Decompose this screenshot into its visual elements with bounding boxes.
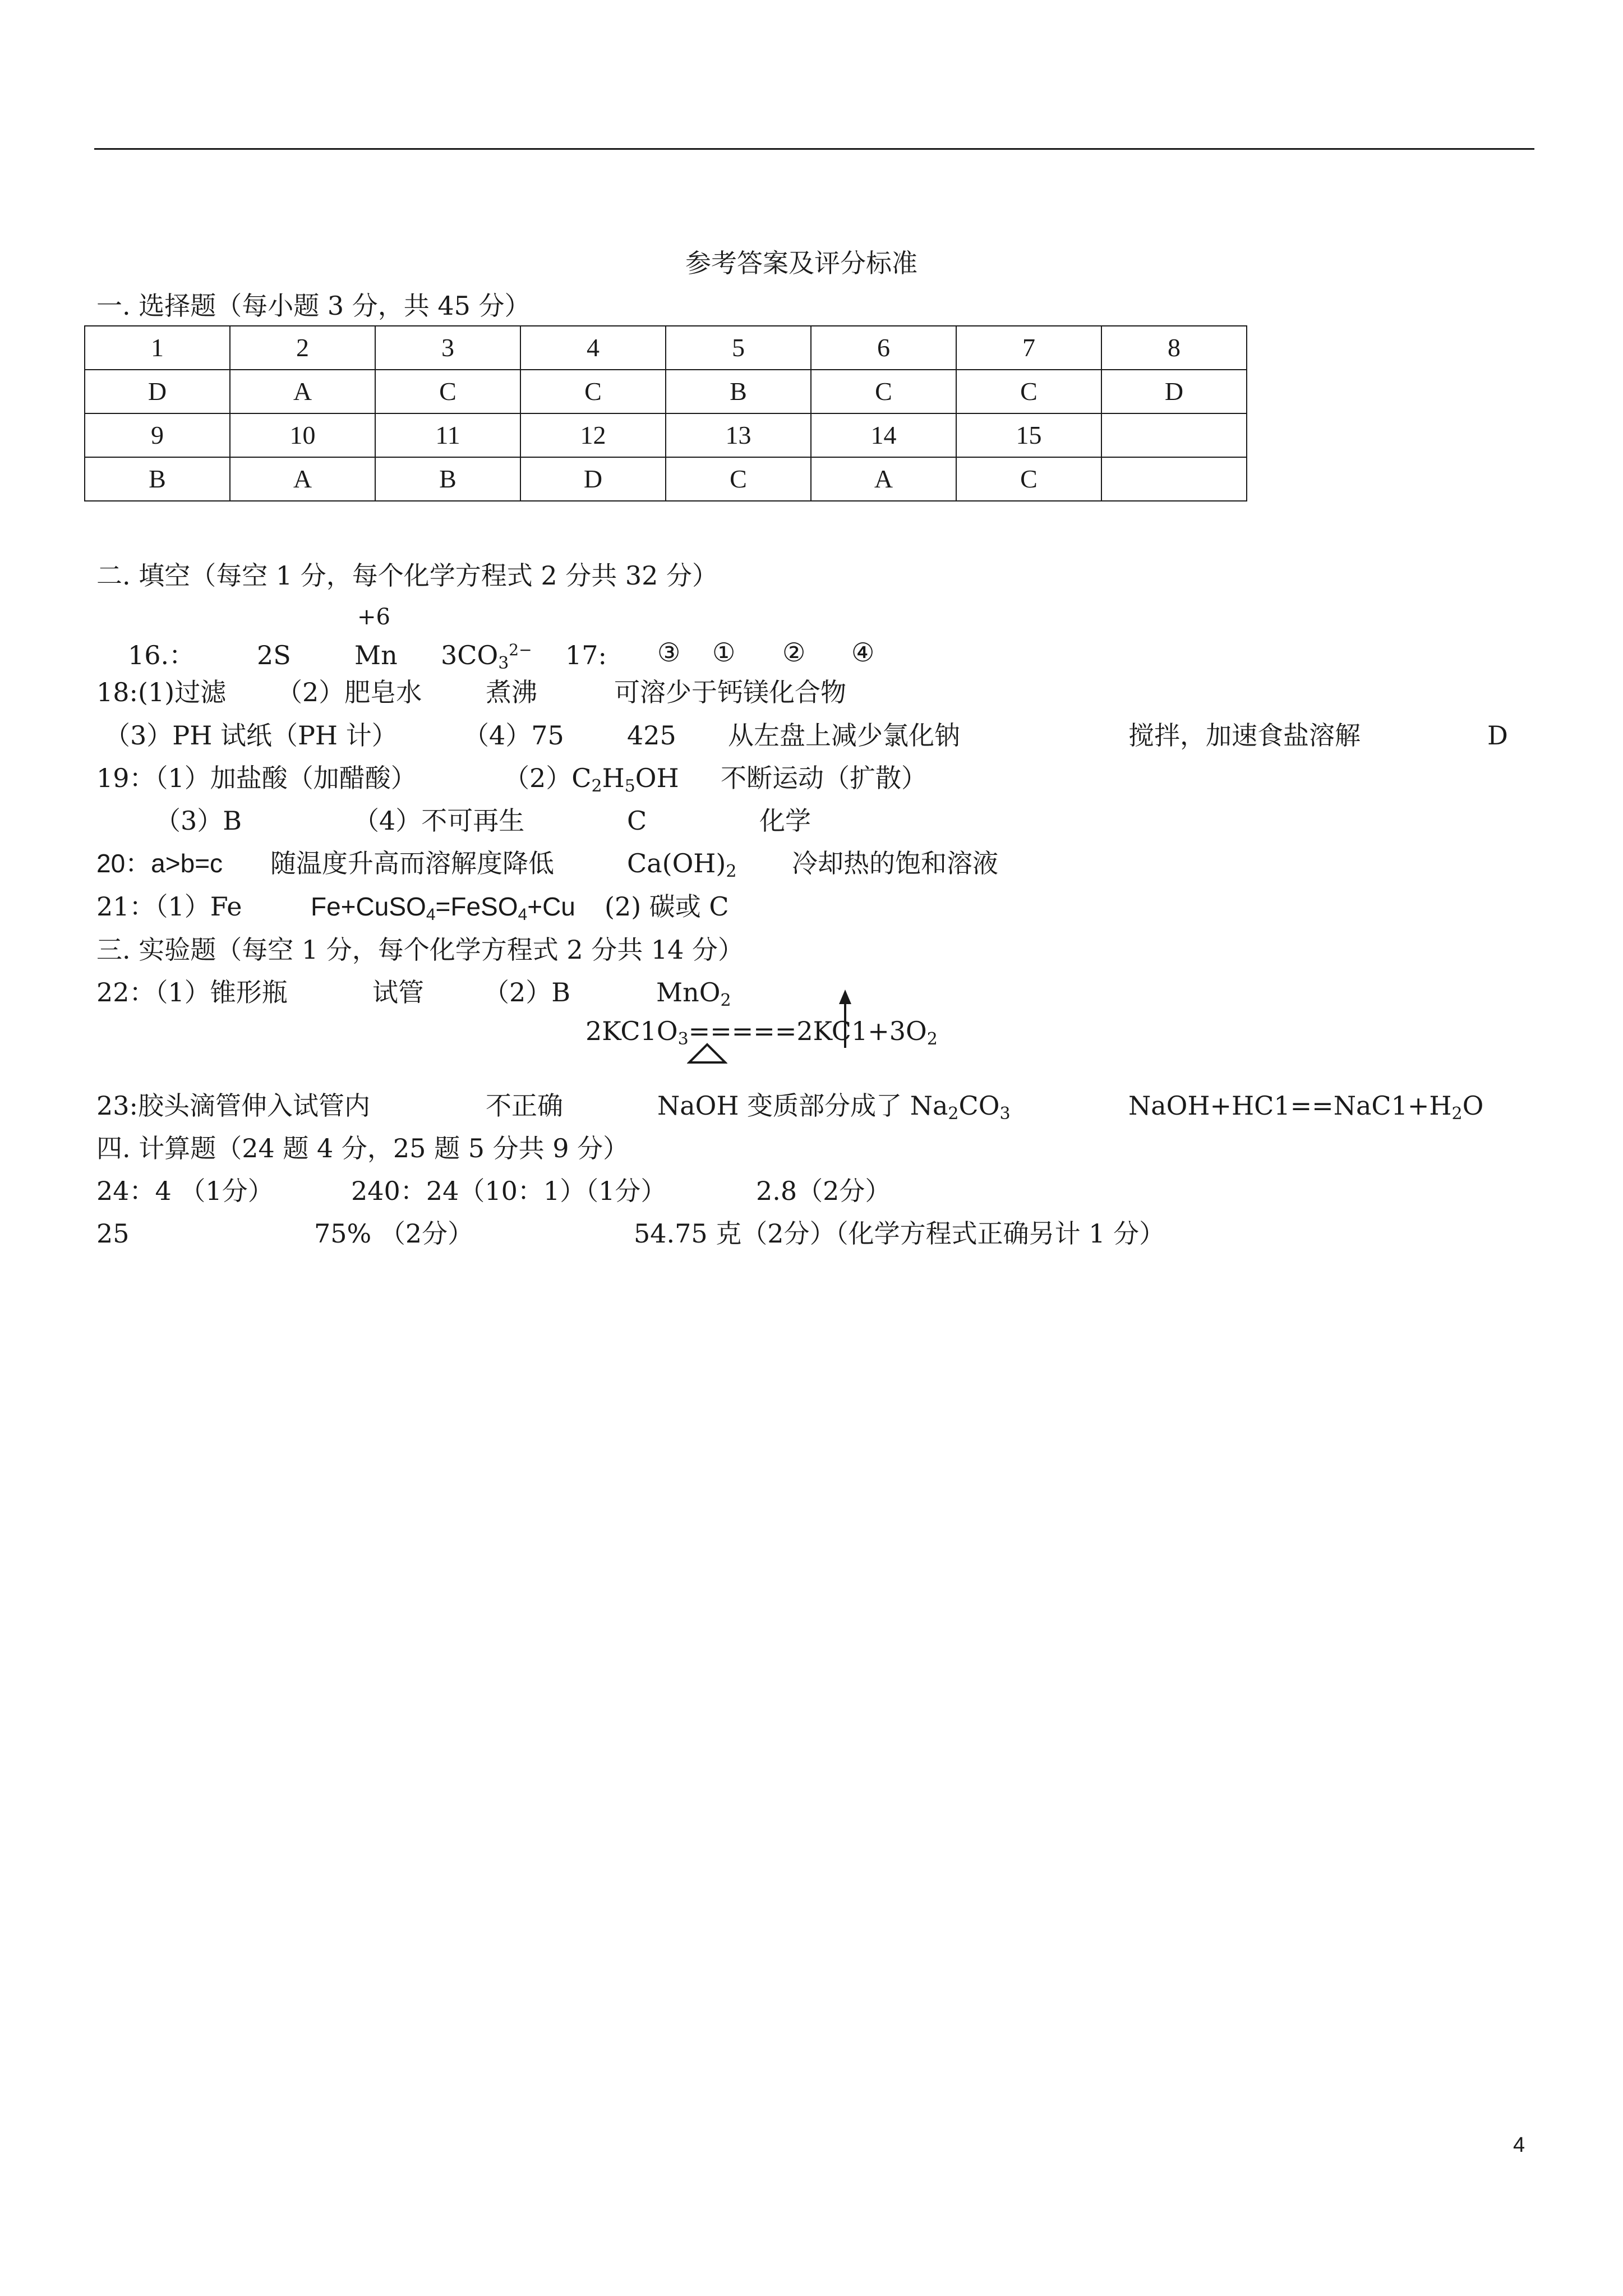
table-cell: 1 xyxy=(85,326,230,370)
table-cell: 4 xyxy=(520,326,666,370)
table-cell: C xyxy=(956,370,1101,413)
table-cell: B xyxy=(375,457,520,501)
q18-line2-c: 425 xyxy=(627,720,676,751)
gas-arrow-icon xyxy=(837,988,854,1049)
table-row xyxy=(85,370,1247,413)
q16-answer-2: Mn xyxy=(354,640,398,670)
q23-b: 不正确 xyxy=(486,1091,563,1121)
q17-label: 17: xyxy=(565,640,607,670)
q18-line2-e: 搅拌，加速食盐溶解 xyxy=(1128,720,1361,751)
section1-heading: 一. 选择题（每小题 3 分，共 45 分） xyxy=(96,291,531,321)
q18-line2-f: D xyxy=(1487,720,1508,751)
table-cell: 8 xyxy=(1101,326,1247,370)
table-cell: 13 xyxy=(666,413,811,457)
q24-a: 24：4 （1分） xyxy=(96,1176,274,1206)
page-number: 4 xyxy=(1513,2133,1525,2157)
q21-b: Fe+CuSO$_4$=FeSO$_4$+Cu xyxy=(311,892,575,924)
answer-table xyxy=(84,325,1247,501)
q20-d: 冷却热的饱和溶液 xyxy=(792,848,998,878)
q20-c: $Ca(OH)_2$ xyxy=(627,848,737,881)
q19-line1-a: 19：（1）加盐酸（加醋酸） xyxy=(96,763,417,793)
q18-line2-a: （3）PH 试纸（PH 计） xyxy=(104,720,398,751)
q21-c: (2) 碳或 C xyxy=(605,891,729,922)
table-cell: 6 xyxy=(811,326,956,370)
q22-b: 试管 xyxy=(372,977,424,1007)
q23-c: NaOH 变质部分成了 $Na_2CO_3$ xyxy=(657,1091,1011,1124)
q23-d: $NaOH+HC1==NaC1+H_2O$ xyxy=(1128,1091,1484,1124)
q18-line2-b: （4）75 xyxy=(463,720,564,751)
table-cell: A xyxy=(230,370,375,413)
table-cell: 2 xyxy=(230,326,375,370)
q18-line1-a: 18:(1)过滤 xyxy=(96,677,227,707)
q16-answer-1: 2S xyxy=(257,640,291,670)
table-cell: B xyxy=(666,370,811,413)
table-cell: 15 xyxy=(956,413,1101,457)
q17-answer-1: ③ xyxy=(657,637,681,668)
table-cell: C xyxy=(666,457,811,501)
heat-triangle-icon xyxy=(687,1042,727,1065)
table-cell xyxy=(1101,413,1247,457)
q17-answer-2: ① xyxy=(712,637,736,668)
table-cell xyxy=(1101,457,1247,501)
table-cell: 10 xyxy=(230,413,375,457)
q16-label: 16.： xyxy=(128,640,195,670)
q24-b: 240：24（10：1）（1分） xyxy=(351,1176,667,1206)
q22-catalyst: MnO$_2$ xyxy=(656,977,731,1010)
q22-c: （2）B xyxy=(483,977,571,1007)
q17-answer-3: ② xyxy=(782,637,806,668)
table-cell: 3 xyxy=(375,326,520,370)
table-cell: A xyxy=(230,457,375,501)
q22-a: 22：（1）锥形瓶 xyxy=(96,977,288,1007)
q17-answer-4: ④ xyxy=(851,637,875,668)
q25-a: 25 xyxy=(96,1218,130,1249)
table-cell: B xyxy=(85,457,230,501)
table-row xyxy=(85,457,1247,501)
section3-heading: 三. 实验题（每空 1 分，每个化学方程式 2 分共 14 分） xyxy=(96,935,744,965)
q19-line1-c: 不断运动（扩散） xyxy=(721,763,927,793)
q24-c: 2.8（2分） xyxy=(756,1176,891,1206)
table-cell: 14 xyxy=(811,413,956,457)
q21-a: 21：（1）Fe xyxy=(96,891,242,922)
page-title: 参考答案及评分标准 xyxy=(685,248,917,278)
q16-oxidation-state: +6 xyxy=(357,604,390,630)
table-cell: 5 xyxy=(666,326,811,370)
header-rule xyxy=(94,148,1534,150)
table-cell: C xyxy=(956,457,1101,501)
table-row xyxy=(85,326,1247,370)
q20-b: 随温度升高而溶解度降低 xyxy=(270,848,554,878)
q19-line2-d: 化学 xyxy=(759,806,811,836)
section4-heading: 四. 计算题（24 题 4 分，25 题 5 分共 9 分） xyxy=(96,1133,629,1163)
table-cell: D xyxy=(85,370,230,413)
table-cell: C xyxy=(375,370,520,413)
q22-equation: $2KC1O_3=====2KC1+3O_2$ xyxy=(585,1016,938,1049)
table-row xyxy=(85,413,1247,457)
table-cell: C xyxy=(520,370,666,413)
q16-answer-3: $3CO_3^{2-}$ xyxy=(441,640,532,673)
table-cell: 7 xyxy=(956,326,1101,370)
q19-line2-a: （3）B xyxy=(155,806,242,836)
q20-a: 20：a>b=c xyxy=(96,849,223,878)
section2-heading: 二. 填空（每空 1 分，每个化学方程式 2 分共 32 分） xyxy=(96,560,718,591)
q19-line2-c: C xyxy=(627,806,647,836)
q19-line1-b: $(2)C_2H_5OH$ xyxy=(504,763,679,796)
q18-line1-b: （2）肥皂水 xyxy=(276,677,422,707)
table-cell: 9 xyxy=(85,413,230,457)
q25-b: 75% （2分） xyxy=(314,1218,474,1249)
table-cell: D xyxy=(520,457,666,501)
q18-line1-d: 可溶少于钙镁化合物 xyxy=(614,677,846,707)
table-cell: 11 xyxy=(375,413,520,457)
table-cell: D xyxy=(1101,370,1247,413)
q18-line1-c: 煮沸 xyxy=(486,677,537,707)
q23-a: 23:胶头滴管伸入试管内 xyxy=(96,1091,371,1121)
q25-c: 54.75 克（2分）（化学方程式正确另计 1 分） xyxy=(634,1218,1165,1249)
table-cell: A xyxy=(811,457,956,501)
q18-line2-d: 从左盘上减少氯化钠 xyxy=(728,720,960,751)
q19-line2-b: （4）不可再生 xyxy=(353,806,525,836)
table-cell: 12 xyxy=(520,413,666,457)
table-cell: C xyxy=(811,370,956,413)
